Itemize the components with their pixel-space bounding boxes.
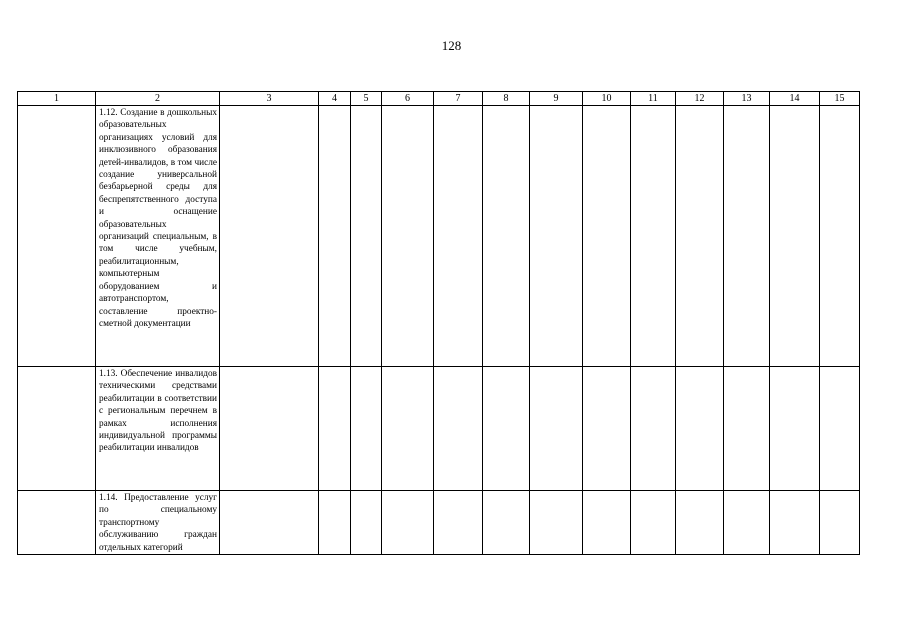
header-row [18,92,860,106]
column-header: 15 [820,92,860,106]
table-cell [220,367,319,491]
table-cell [382,367,434,491]
table-cell [676,491,724,555]
table-cell [530,367,583,491]
column-header: 8 [483,92,530,106]
column-header: 6 [382,92,434,106]
table-cell [483,367,530,491]
column-header: 10 [583,92,631,106]
row-description-text: 1.13. Обеспечение инвалидов техническими средствами реабилитации в соответствии с региональным перечнем в рамках исполнения индивидуальной программы реабилитации инвалидов [99,369,217,454]
table-cell [483,491,530,555]
column-header: 12 [676,92,724,106]
table-cell [483,106,530,367]
table-cell [631,367,676,491]
table-cell [724,491,770,555]
table-cell [770,367,820,491]
column-header: 4 [319,92,351,106]
column-header: 2 [96,92,220,106]
table-cell [319,491,351,555]
table-cell [434,106,483,367]
table-cell [770,106,820,367]
column-header: 3 [220,92,319,106]
table-cell [770,491,820,555]
table-cell [820,367,860,491]
table-cell [18,491,96,555]
table-cell [631,106,676,367]
table-cell [220,106,319,367]
table-cell [724,106,770,367]
table-cell [820,106,860,367]
table-cell [382,491,434,555]
table-cell [434,367,483,491]
table-row [18,367,860,491]
table-cell [18,106,96,367]
table-cell [18,367,96,491]
column-header: 7 [434,92,483,106]
table-cell [351,106,382,367]
table-cell [351,367,382,491]
table-cell [583,367,631,491]
column-header: 5 [351,92,382,106]
row-description [96,106,220,367]
table-cell [319,106,351,367]
table-cell [676,367,724,491]
table-cell [724,367,770,491]
data-table [17,91,860,555]
column-header: 11 [631,92,676,106]
column-header: 14 [770,92,820,106]
table-cell [351,491,382,555]
table-cell [530,491,583,555]
table-cell [382,106,434,367]
table-cell [220,491,319,555]
row-description-text: 1.12. Создание в дошкольных образовательных организациях условий для инклюзивного образования детей-инвалидов, в том числе создание универсальной безбарьерной среды для беспрепятственного доступа и оснащение образовательных организаций специальным, в том числе учебным, реабилитационным, компьютерным оборудованием и автотранспортом, составление проектно-сметной документации [99,108,217,329]
table-cell [676,106,724,367]
table-row [18,491,860,555]
row-description-text: 1.14. Предоставление услуг по специальному транспортному обслуживанию граждан отдельных категорий [99,493,217,553]
page-number: 128 [441,38,462,53]
table-cell [319,367,351,491]
table-cell [583,106,631,367]
column-header: 13 [724,92,770,106]
table-cell [583,491,631,555]
table-cell [530,106,583,367]
table-cell [434,491,483,555]
table-cell [820,491,860,555]
row-description [96,491,220,555]
row-description [96,367,220,491]
table-cell [631,491,676,555]
table-row [18,106,860,367]
column-header: 9 [530,92,583,106]
column-header: 1 [18,92,96,106]
